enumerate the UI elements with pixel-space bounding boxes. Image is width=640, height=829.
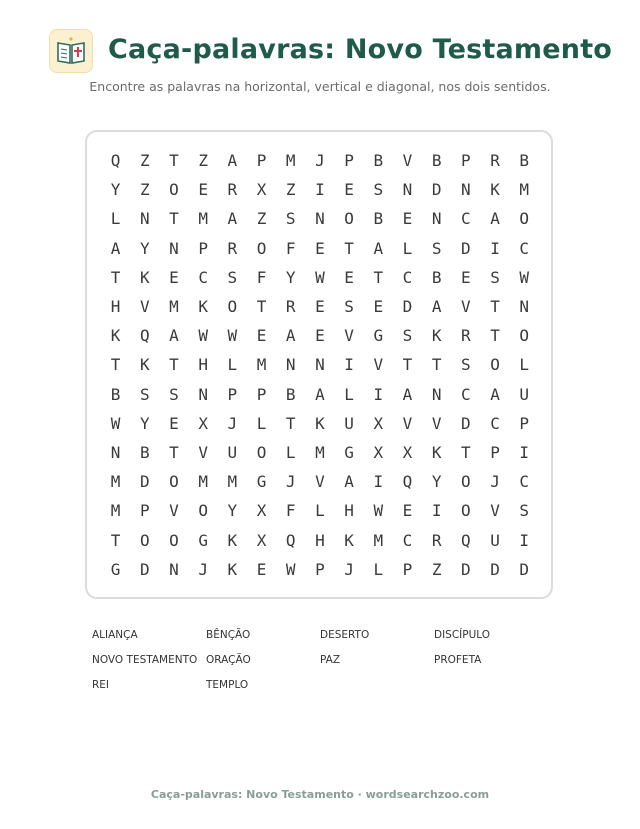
word-list-item: BÊNÇÃO (206, 629, 251, 641)
grid-cell: L (285, 442, 296, 462)
grid-cell: M (198, 472, 208, 492)
grid-cell: T (110, 355, 121, 375)
grid-cell: V (431, 413, 442, 433)
grid-cell: K (139, 355, 150, 375)
grid-cell: Q (110, 151, 121, 171)
grid-cell: M (256, 355, 267, 375)
grid-cell: K (431, 326, 442, 346)
grid-cell: Y (227, 501, 238, 521)
grid-cell: X (256, 530, 267, 550)
grid-cell: L (344, 384, 354, 404)
grid-cell: G (110, 559, 121, 579)
grid-cell: P (227, 384, 238, 404)
grid-cell: S (490, 267, 500, 287)
word-list-item: PROFETA (434, 654, 482, 666)
grid-cell: O (344, 209, 354, 229)
grid-cell: E (256, 559, 267, 579)
grid-cell: O (256, 442, 267, 462)
grid-cell: U (344, 413, 354, 433)
grid-cell: A (344, 472, 354, 492)
grid-cell: H (344, 501, 354, 521)
grid-cell: F (256, 267, 267, 287)
grid-cell: T (169, 355, 179, 375)
grid-cell: H (315, 530, 325, 550)
grid-cell: P (519, 413, 530, 433)
grid-cell: T (169, 151, 179, 171)
grid-cell: T (169, 209, 179, 229)
grid-cell: V (139, 297, 150, 317)
grid-cell: B (373, 209, 384, 229)
word-list-item: PAZ (320, 654, 341, 666)
grid-cell: E (344, 180, 354, 200)
word-list-item: NOVO TESTAMENTO (92, 654, 198, 666)
grid-cell: U (490, 530, 500, 550)
grid-cell: E (373, 297, 384, 317)
grid-cell: K (315, 413, 325, 433)
grid-cell: Y (139, 413, 150, 433)
grid-cell: A (490, 384, 500, 404)
grid-cell: A (227, 209, 238, 229)
grid-cell: G (373, 326, 384, 346)
grid-cell: T (490, 297, 500, 317)
grid-cell: N (285, 355, 296, 375)
footer: Caça-palavras: Novo Testamento · wordsearchzoo.com (150, 788, 490, 801)
grid-cell: T (256, 297, 267, 317)
grid-cell: R (461, 326, 471, 346)
grid-cell: Z (285, 180, 296, 200)
grid-cell: N (169, 238, 179, 258)
grid-cell: K (227, 530, 238, 550)
grid-cell: O (461, 501, 471, 521)
grid-cell: T (169, 442, 179, 462)
grid-cell: C (461, 384, 471, 404)
open-bible-icon (49, 29, 93, 73)
grid-cell: M (169, 297, 179, 317)
grid-cell: P (402, 559, 413, 579)
grid-cell: Y (285, 267, 296, 287)
grid-cell: O (169, 530, 179, 550)
grid-cell: S (402, 326, 413, 346)
grid-cell: Y (110, 180, 121, 200)
grid-cell: X (256, 501, 267, 521)
grid-cell: I (519, 442, 530, 462)
grid-cell: A (373, 238, 384, 258)
grid-cell: P (139, 501, 150, 521)
grid-cell: R (285, 297, 296, 317)
grid-cell: T (110, 267, 121, 287)
page-title: Caça-palavras: Novo Testamento (108, 34, 613, 65)
grid-cell: J (490, 472, 500, 492)
grid-cell: P (490, 442, 500, 462)
grid-cell: K (198, 297, 208, 317)
grid-cell: K (344, 530, 354, 550)
grid-cell: D (461, 413, 471, 433)
grid-cell: P (256, 151, 267, 171)
grid-cell: E (402, 209, 413, 229)
grid-cell: K (227, 559, 238, 579)
grid-cell: Y (139, 238, 150, 258)
grid-cell: L (519, 355, 530, 375)
grid-cell: M (315, 442, 325, 462)
grid-cell: I (490, 238, 500, 258)
grid-cell: J (315, 151, 325, 171)
grid-cell: R (227, 238, 238, 258)
grid-cell: E (461, 267, 471, 287)
grid-cell: I (315, 180, 325, 200)
grid-cell: V (344, 326, 354, 346)
grid-cell: S (169, 384, 179, 404)
grid-cell: O (490, 355, 500, 375)
grid-cell: E (344, 267, 354, 287)
grid-cell: J (227, 413, 238, 433)
grid-cell: D (431, 180, 442, 200)
grid-cell: Z (139, 180, 150, 200)
grid-cell: Q (461, 530, 471, 550)
grid-cell: K (490, 180, 500, 200)
grid-cell: J (198, 559, 208, 579)
grid-cell: P (344, 151, 354, 171)
grid-cell: I (431, 501, 442, 521)
grid-cell: V (490, 501, 500, 521)
grid-cell: T (461, 442, 471, 462)
header (0, 26, 640, 80)
grid-cell: R (431, 530, 442, 550)
letter-grid (101, 146, 539, 584)
grid-cell: D (519, 559, 530, 579)
grid-cell: X (373, 413, 384, 433)
grid-cell: B (110, 384, 121, 404)
grid-cell: D (461, 559, 471, 579)
page-subtitle: Encontre as palavras na horizontal, vertical e diagonal, nos dois sentidos. (89, 79, 551, 94)
grid-cell: X (256, 180, 267, 200)
grid-cell: G (198, 530, 208, 550)
grid-cell: O (519, 209, 530, 229)
grid-cell: B (285, 384, 296, 404)
word-list-item: DISCÍPULO (434, 629, 491, 641)
grid-cell: N (139, 209, 150, 229)
grid-cell: P (315, 559, 325, 579)
grid-cell: E (315, 326, 325, 346)
grid-cell: E (315, 238, 325, 258)
grid-cell: L (373, 559, 384, 579)
grid-cell: N (315, 355, 325, 375)
grid-cell: M (110, 501, 121, 521)
grid-cell: L (402, 238, 413, 258)
grid-cell: L (315, 501, 325, 521)
grid-cell: N (169, 559, 179, 579)
grid-cell: T (402, 355, 413, 375)
grid-cell: G (344, 442, 354, 462)
grid-cell: V (402, 151, 413, 171)
grid-cell: T (285, 413, 296, 433)
grid-cell: A (490, 209, 500, 229)
grid-cell: A (431, 297, 442, 317)
word-list-item: ALIANÇA (92, 629, 138, 641)
grid-cell: D (402, 297, 413, 317)
grid-cell: D (139, 559, 150, 579)
grid-cell: W (315, 267, 325, 287)
grid-cell: K (139, 267, 150, 287)
grid-cell: O (461, 472, 471, 492)
grid-cell: P (198, 238, 208, 258)
grid-cell: N (198, 384, 208, 404)
grid-cell: C (402, 267, 413, 287)
grid-cell: S (373, 180, 384, 200)
grid-cell: E (198, 180, 208, 200)
grid-cell: W (110, 413, 121, 433)
grid-cell: S (139, 384, 150, 404)
grid-cell: O (169, 472, 179, 492)
grid-cell: C (402, 530, 413, 550)
grid-cell: U (519, 384, 530, 404)
grid-cell: M (373, 530, 384, 550)
grid-cell: C (490, 413, 500, 433)
grid-cell: K (110, 326, 121, 346)
grid-cell: R (490, 151, 500, 171)
grid-cell: D (139, 472, 150, 492)
grid-cell: E (315, 297, 325, 317)
grid-cell: D (490, 559, 500, 579)
grid-cell: L (256, 413, 267, 433)
grid-cell: E (402, 501, 413, 521)
grid-cell: V (402, 413, 413, 433)
grid-cell: B (373, 151, 384, 171)
word-list-item: ORAÇÃO (206, 654, 251, 666)
grid-cell: P (256, 384, 267, 404)
grid-cell: T (110, 530, 121, 550)
grid-cell: O (227, 297, 238, 317)
grid-cell: S (431, 238, 442, 258)
grid-cell: I (519, 530, 530, 550)
grid-cell: T (431, 355, 442, 375)
grid-cell: I (373, 472, 384, 492)
grid-cell: I (344, 355, 354, 375)
grid-cell: P (461, 151, 471, 171)
grid-cell: M (519, 180, 530, 200)
grid-cell: S (285, 209, 296, 229)
grid-cell: C (519, 238, 530, 258)
grid-cell: M (198, 209, 208, 229)
grid-cell: H (198, 355, 208, 375)
grid-cell: B (519, 151, 530, 171)
grid-cell: X (198, 413, 208, 433)
grid-cell: C (519, 472, 530, 492)
grid-cell: Z (198, 151, 208, 171)
grid-cell: O (169, 180, 179, 200)
grid-cell: X (402, 442, 413, 462)
grid-cell: K (431, 442, 442, 462)
word-list (92, 628, 552, 692)
grid-cell: T (490, 326, 500, 346)
grid-cell: O (139, 530, 150, 550)
word-list-item: DESERTO (320, 629, 370, 641)
grid-cell: N (461, 180, 471, 200)
grid-cell: A (169, 326, 179, 346)
grid-cell: V (461, 297, 471, 317)
grid-cell: N (110, 442, 121, 462)
word-list-item: TEMPLO (206, 679, 249, 691)
grid-cell: W (198, 326, 208, 346)
grid-cell: M (285, 151, 296, 171)
grid-cell: S (519, 501, 530, 521)
grid-cell: O (198, 501, 208, 521)
grid-cell: W (373, 501, 384, 521)
grid-cell: Z (139, 151, 150, 171)
grid-cell: S (461, 355, 471, 375)
grid-cell: A (402, 384, 413, 404)
grid-cell: D (461, 238, 471, 258)
grid-cell: V (373, 355, 384, 375)
grid-cell: V (169, 501, 179, 521)
grid-cell: T (344, 238, 354, 258)
grid-cell: F (285, 238, 296, 258)
grid-cell: O (519, 326, 530, 346)
grid-cell: C (461, 209, 471, 229)
grid-cell: E (169, 267, 179, 287)
grid-cell: N (402, 180, 413, 200)
grid-cell: Y (431, 472, 442, 492)
grid-cell: E (256, 326, 267, 346)
grid-cell: N (315, 209, 325, 229)
grid-cell: A (227, 151, 238, 171)
grid-cell: M (227, 472, 238, 492)
grid-cell: S (344, 297, 354, 317)
grid-cell: N (431, 209, 442, 229)
grid-cell: W (227, 326, 238, 346)
grid-cell: B (139, 442, 150, 462)
grid-cell: B (431, 151, 442, 171)
grid-cell: N (431, 384, 442, 404)
grid-cell: R (227, 180, 238, 200)
grid-cell: B (431, 267, 442, 287)
grid-cell: G (256, 472, 267, 492)
grid-cell: I (373, 384, 384, 404)
grid-cell: W (285, 559, 296, 579)
grid-cell: J (285, 472, 296, 492)
grid-cell: W (519, 267, 530, 287)
grid-cell: E (169, 413, 179, 433)
grid-cell: N (519, 297, 530, 317)
grid-cell: Q (139, 326, 150, 346)
grid-cell: O (256, 238, 267, 258)
grid-cell: Q (285, 530, 296, 550)
grid-cell: F (285, 501, 296, 521)
grid-cell: Z (256, 209, 267, 229)
grid-cell: H (110, 297, 121, 317)
grid-cell: L (110, 209, 121, 229)
grid-cell: M (110, 472, 121, 492)
grid-cell: V (315, 472, 325, 492)
grid-cell: J (344, 559, 354, 579)
grid-cell: S (227, 267, 238, 287)
grid-cell: U (227, 442, 238, 462)
grid-cell: C (198, 267, 208, 287)
grid-cell: A (110, 238, 121, 258)
grid-cell: A (285, 326, 296, 346)
word-list-item: REI (92, 679, 110, 691)
grid-cell: A (315, 384, 325, 404)
grid-cell: Z (431, 559, 442, 579)
grid-cell: L (227, 355, 238, 375)
grid-cell: V (198, 442, 208, 462)
grid-cell: T (373, 267, 384, 287)
grid-cell: Q (402, 472, 413, 492)
grid-cell: X (373, 442, 384, 462)
